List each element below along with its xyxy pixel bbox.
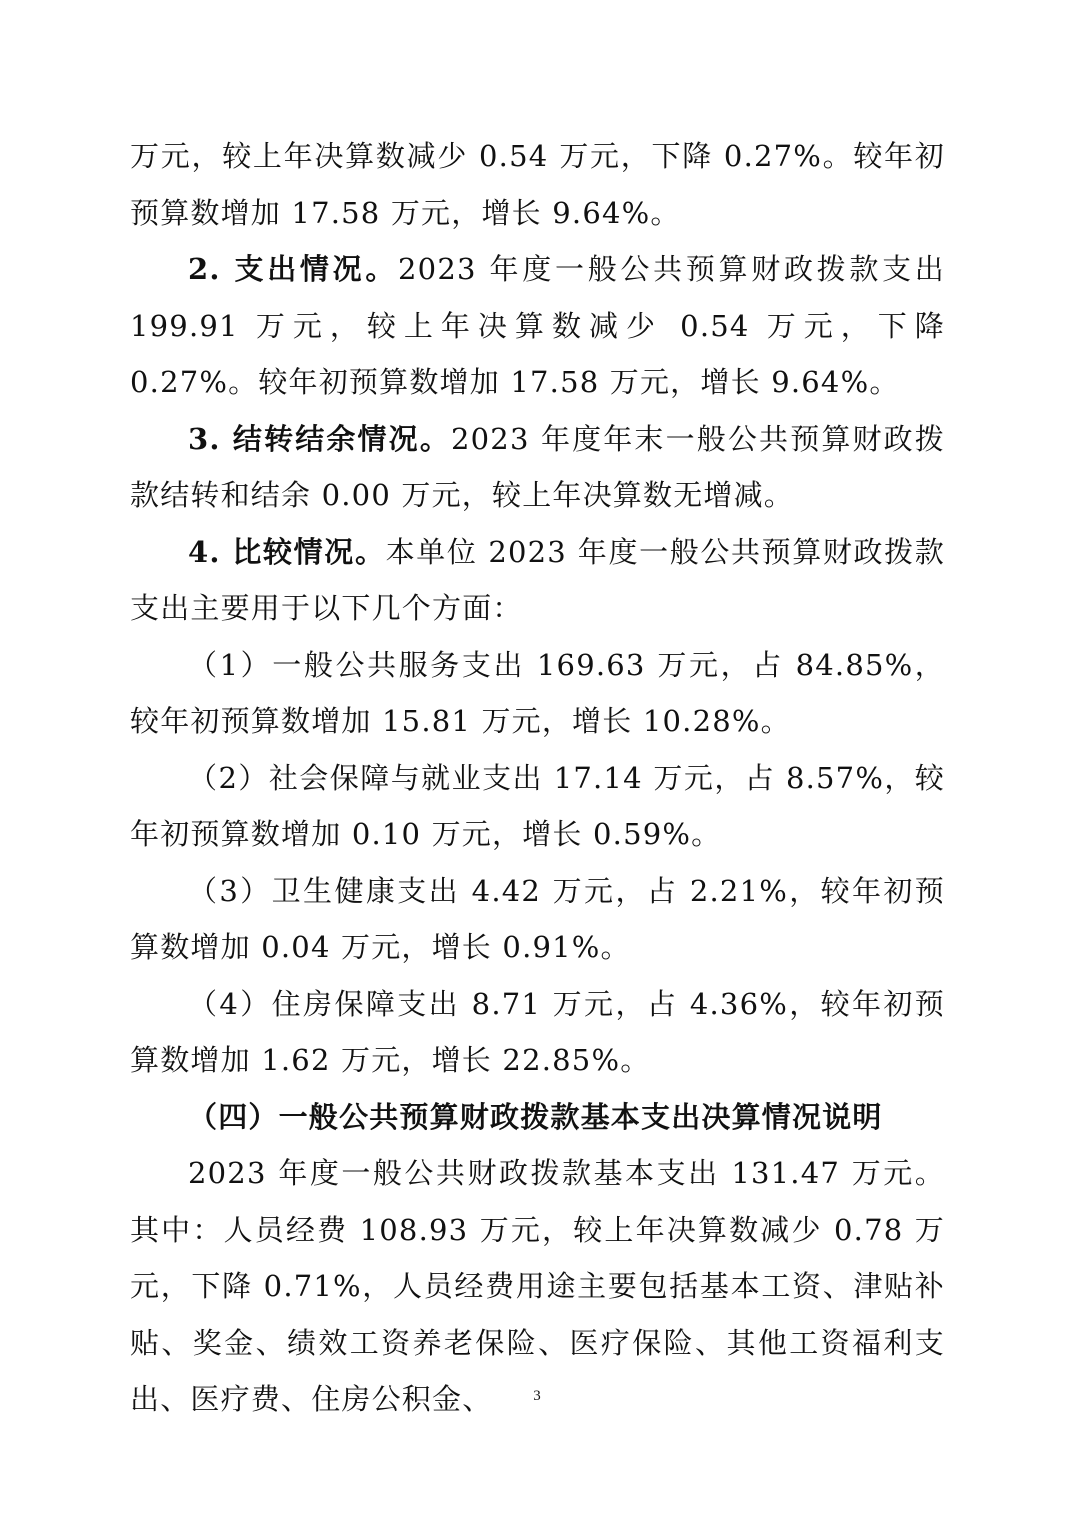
- paragraph-expense-continuation: 万元，较上年决算数减少 0.54 万元，下降 0.27%。较年初预算数增加 17.58 万元，增长 9.64%。: [130, 139, 945, 230]
- paragraph-comparison: [130, 524, 945, 637]
- list-item-public-services: （1）一般公共服务支出 169.63 万元，占 84.85%，较年初预算数增加 15.81 万元，增长 10.28%。: [130, 647, 945, 738]
- list-item-social-security: （2）社会保障与就业支出 17.14 万元，占 8.57%，较年初预算数增加 0.10 万元，增长 0.59%。: [130, 760, 945, 851]
- paragraph-basic-expenditure: 2023 年度一般公共财政拨款基本支出 131.47 万元。其中：人员经费 108.93 万元，较上年决算数减少 0.78 万元，下降 0.71%，人员经费用途主要包括基本工资、津贴补 贴、奖金、绩效工资养老保险、医疗保险、其他工资福利支出、医疗费、住房公积金、: [130, 1156, 945, 1416]
- paragraph-text: 2023 年度一般公共预算财政拨款支出 199.91 万元，较上年决算数减少 0.54 万元，下降 0.27%。较年初预算数增加 17.58 万元，增长 9.64%。: [130, 252, 945, 399]
- paragraph-text: 本单位 2023 年度一般公共预算财政拨款支出主要用于以下几个方面：: [130, 534, 945, 625]
- list-item-health: （3）卫生健康支出 4.42 万元，占 2.21%，较年初预算数增加 0.04 万元，增长 0.91%。: [130, 873, 945, 964]
- paragraph-carryover: [130, 411, 945, 524]
- document-body: [130, 128, 945, 1428]
- list-item-housing: （4）住房保障支出 8.71 万元，占 4.36%，较年初预算数增加 1.62 万元，增长 22.85%。: [130, 986, 945, 1077]
- paragraph-expenditure: [130, 241, 945, 411]
- paragraph-text: 2023 年度年末一般公共预算财政拨款结转和结余 0.00 万元，较上年决算数无增减。: [130, 421, 946, 512]
- page-number: 3: [533, 1388, 541, 1404]
- paragraph-label: 3. 结转结余情况。: [188, 421, 451, 456]
- paragraph-label: 4. 比较情况。: [188, 534, 386, 569]
- section-heading: （四）一般公共预算财政拨款基本支出决算情况说明: [188, 1099, 883, 1134]
- paragraph-label: 2. 支出情况。: [188, 252, 399, 286]
